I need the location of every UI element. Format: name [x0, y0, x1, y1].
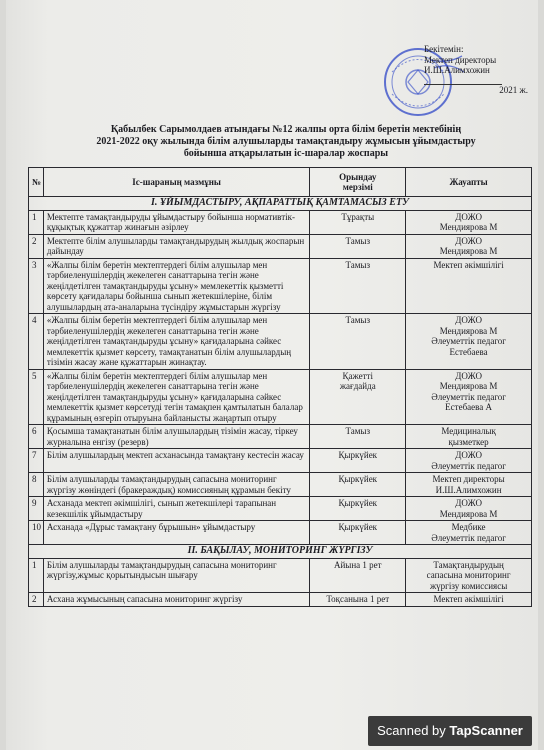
row-responsible: Медбике Әлеуметтік педагог	[406, 521, 532, 545]
approval-position: Мектеп директоры	[424, 54, 497, 65]
row-responsible: ДОЖО Мендиярова М Әлеуметтік педагог Естебаева А	[406, 369, 532, 425]
row-content: Мектепте тамақтандыруды ұйымдастыру бойынша нормативтік-құқықтық құжаттар жинағын әзірлеу	[43, 210, 309, 234]
row-content: Асханада мектеп әкімшілігі, сынып жетекшілері тарапынан кезекшілік ұйымдастыру	[43, 497, 309, 521]
approval-label: Бекітемін:	[424, 44, 464, 54]
row-responsible: Медициналық қызметкер	[406, 425, 532, 449]
title-line-2: 2021-2022 оқу жылында білім алушыларды тамақтандыру жұмысын ұйымдастыру	[96, 136, 476, 147]
section-row	[29, 545, 532, 559]
row-term: Тамыз	[310, 314, 406, 370]
row-content: Мектепте білім алушыларды тамақтандырудың жылдық жоспарын дайындау	[43, 234, 309, 258]
row-content: Асханада «Дұрыс тамақтану бұрышын» ұйымдастыру	[43, 521, 309, 545]
row-content: «Жалпы білім беретін мектептердегі білім алушылар мен тәрбиеленушілердің жекелеген санаттарына тегін және жеңілдетілген тамақтандыруды ұсыну» қағидаларына сәйкес мемлекеттік қызмет көрсету, тамақтанатын білім алушылардың тізімін жасау және құжаттарын жинақтау.	[43, 314, 309, 370]
row-number: 8	[29, 473, 44, 497]
row-content: Асхана жұмысының сапасына мониторинг жүргізу	[43, 593, 309, 607]
row-term: Тамыз	[310, 425, 406, 449]
approval-year: 2021 ж.	[499, 84, 528, 95]
row-term: Тамыз	[310, 234, 406, 258]
table-row	[29, 369, 532, 425]
header-number: №	[29, 168, 44, 197]
row-number: 2	[29, 593, 44, 607]
row-number: 1	[29, 210, 44, 234]
section-title: II. БАҚЫЛАУ, МОНИТОРИНГ ЖҮРГІЗУ	[29, 545, 532, 559]
section-row	[29, 197, 532, 211]
row-term: Тұрақты	[310, 210, 406, 234]
row-term: Қажетті жағдайда	[310, 369, 406, 425]
row-content: Қосымша тамақтанатын білім алушылардың тізімін жасау, тіркеу журналына енгізу (резерв)	[43, 425, 309, 449]
section-title: I. ҰЙЫМДАСТЫРУ, АҚПАРАТТЫҚ ҚАМТАМАСЫЗ ЕТУ	[29, 197, 532, 211]
row-number: 9	[29, 497, 44, 521]
row-responsible: ДОЖО Мендиярова М	[406, 497, 532, 521]
row-responsible: ДОЖО Мендиярова М	[406, 234, 532, 258]
table-row	[29, 210, 532, 234]
row-responsible: ДОЖО Мендиярова М	[406, 210, 532, 234]
row-responsible: Мектеп әкімшілігі	[406, 258, 532, 314]
header-responsible: Жауапты	[406, 168, 532, 197]
table-row	[29, 258, 532, 314]
row-number: 1	[29, 558, 44, 593]
row-number: 10	[29, 521, 44, 545]
row-number: 4	[29, 314, 44, 370]
row-term: Қыркүйек	[310, 449, 406, 473]
table-header-row	[29, 168, 532, 197]
row-responsible: ДОЖО Мендиярова М Әлеуметтік педагог Естебаева	[406, 314, 532, 370]
row-term: Қыркүйек	[310, 497, 406, 521]
header-content: Іс-шараның мазмұны	[43, 168, 309, 197]
table-row	[29, 449, 532, 473]
title-line-1: Қабылбек Сарымолдаев атындағы №12 жалпы орта білім беретін мектебінің	[110, 124, 462, 135]
row-content: Білім алушыларды тамақтандырудың сапасына мониторинг жүргізу,жұмыс қорытындысын шығару	[43, 558, 309, 593]
table-row	[29, 234, 532, 258]
row-number: 3	[29, 258, 44, 314]
row-content: Білім алушыларды тамақтандырудың сапасына мониторинг жүргізу жөніндегі (бракераждық) комиссияның құрамын бекіту	[43, 473, 309, 497]
activity-plan-table	[28, 167, 532, 607]
row-term: Қыркүйек	[310, 521, 406, 545]
scanner-watermark: Scanned by TapScanner	[368, 716, 532, 746]
table-row	[29, 593, 532, 607]
header-term: Орындау мерзімі	[310, 168, 406, 197]
row-number: 2	[29, 234, 44, 258]
signature-line	[424, 76, 502, 85]
row-number: 6	[29, 425, 44, 449]
row-content: «Жалпы білім беретін мектептердегі білім алушылар мен тәрбиеленушілердің жекелеген санаттарына тегін және жеңілдетілген тамақтандыруды ұсыну» мемлекеттік қызметті көрсету қағидалары бойынша сынып жетекшілеріне, білім алушылардың ата-аналарына түсіндіру жұмыстарын жүргізу	[43, 258, 309, 314]
row-number: 5	[29, 369, 44, 425]
row-term: Тамыз	[310, 258, 406, 314]
row-term: Қыркүйек	[310, 473, 406, 497]
document-page	[6, 0, 538, 750]
table-row	[29, 558, 532, 593]
row-responsible: ДОЖО Әлеуметтік педагог	[406, 449, 532, 473]
approval-name: И.Ш.Алимхожин	[424, 65, 490, 75]
row-term: Тоқсанына 1 рет	[310, 593, 406, 607]
row-term: Айына 1 рет	[310, 558, 406, 593]
table-row	[29, 497, 532, 521]
row-content: «Жалпы білім беретін мектептердегі білім алушылар мен тәрбиеленушілердің жекелеген санаттарына тегін және жеңілдетілген тамақтандыруды ұсыну» қағидаларына сәйкес мемлекеттік қызмет көрсетуді тегін тамақпен қамтылатын балалар құрамының өзгеріп отыруына байланысты жаңартып отыру	[43, 369, 309, 425]
row-responsible: Мектеп әкімшілігі	[406, 593, 532, 607]
title-line-3: бойынша атқарылатын іс-шаралар жоспары	[183, 148, 389, 159]
table-row	[29, 425, 532, 449]
row-responsible: Мектеп директоры И.Ш.Алимхожин	[406, 473, 532, 497]
document-title	[46, 124, 526, 160]
approval-block	[424, 44, 534, 95]
table-row	[29, 521, 532, 545]
row-responsible: Тамақтандырудың сапасына мониторинг жүргізу комиссиясы	[406, 558, 532, 593]
row-number: 7	[29, 449, 44, 473]
table-row	[29, 473, 532, 497]
table-row	[29, 314, 532, 370]
row-content: Білім алушылардың мектеп асханасында тамақтану кестесін жасау	[43, 449, 309, 473]
